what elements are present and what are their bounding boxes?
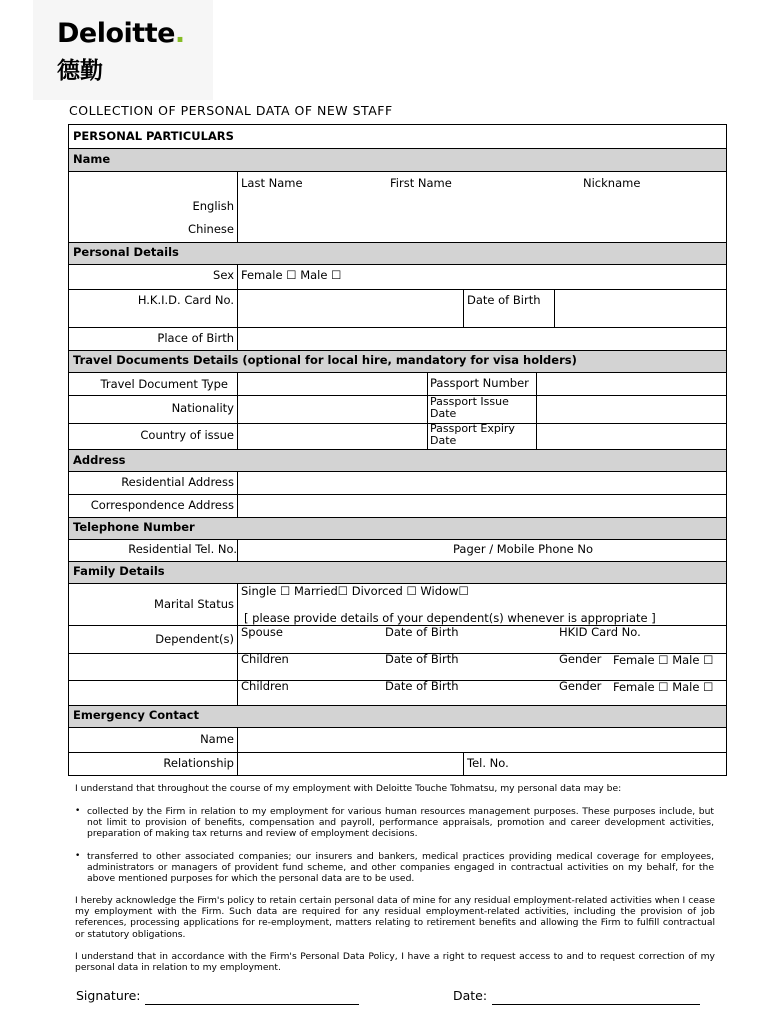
section-bg-address xyxy=(69,449,726,471)
gender-checkboxes[interactable]: Female ☐ Male ☐ xyxy=(613,653,714,667)
consent-bullet-transfer: transferred to other associated companies; our insurers and bankers, medical practices providing medical coverage for employees, administrators or managers of provident fund scheme, and other companies engaged in contractual activities on my behalf, for the above mentioned purposes for which the personal data are to be used. xyxy=(87,851,714,885)
column-divider xyxy=(237,471,238,517)
date-of-birth-label: Date of Birth xyxy=(467,293,541,307)
rule xyxy=(69,350,726,351)
rule xyxy=(69,423,726,424)
nickname-label: Nickname xyxy=(583,176,641,190)
family-details-heading: Family Details xyxy=(73,564,165,578)
logo-green-dot: . xyxy=(174,18,185,49)
correspondence-address-label: Correspondence Address xyxy=(90,498,234,512)
bullet-marker: • xyxy=(75,851,81,861)
mobile-phone-label: Pager / Mobile Phone No xyxy=(453,542,594,556)
emergency-name-label: Name xyxy=(200,732,234,746)
rule xyxy=(69,148,726,149)
rule xyxy=(69,494,726,495)
rule xyxy=(69,242,726,243)
gender-checkboxes[interactable]: Female ☐ Male ☐ xyxy=(613,680,714,694)
personal-details-heading: Personal Details xyxy=(73,245,179,259)
passport-issue-date-label: Passport Issue Date xyxy=(430,395,509,420)
children-dob-label: Date of Birth xyxy=(385,679,459,693)
retention-paragraph: I hereby acknowledge the Firm's policy to retain certain personal data of mine for any residual employment-related activities when I cease my employment with the Firm. Such data are required for any residual employment-related activities, including the provision of job references, processing applications for re-employment, matters relating to retirement benefits and allowing the Firm to fulfill contractual or statutory obligations. xyxy=(75,895,715,940)
personal-data-form xyxy=(68,124,727,776)
rule xyxy=(69,561,726,562)
sex-checkboxes[interactable]: Female ☐ Male ☐ xyxy=(241,268,342,282)
telephone-heading: Telephone Number xyxy=(73,520,195,534)
section-bg-family xyxy=(69,561,726,583)
personal-particulars-heading: PERSONAL PARTICULARS xyxy=(73,129,234,143)
passport-number-label: Passport Number xyxy=(430,376,529,390)
name-section-heading: Name xyxy=(73,152,111,166)
consent-bullet-collection: collected by the Firm in relation to my employment for various human resources management purposes. These purposes include, but not limit to provision of benefits, compensation and payroll, performance appraisals, promotion and career development activities, preparation of making tax returns and review of employment decisions. xyxy=(87,806,714,840)
rule xyxy=(69,517,726,518)
address-heading: Address xyxy=(73,453,126,467)
emergency-tel-label: Tel. No. xyxy=(467,756,509,770)
rule xyxy=(69,449,726,450)
hkid-label: H.K.I.D. Card No. xyxy=(137,293,234,307)
rule xyxy=(69,752,726,753)
first-name-label: First Name xyxy=(390,176,452,190)
place-of-birth-label: Place of Birth xyxy=(157,331,234,345)
hkid-card-label: HKID Card No. xyxy=(559,625,641,639)
spouse-dob-label: Date of Birth xyxy=(385,625,459,639)
children-label: Children xyxy=(241,652,289,666)
gender-label: Gender xyxy=(559,679,602,693)
column-divider xyxy=(427,372,428,449)
date-line[interactable] xyxy=(492,1004,700,1005)
marital-status-checkboxes[interactable]: Single ☐ Married☐ Divorced ☐ Widow☐ xyxy=(241,584,469,598)
column-divider xyxy=(463,752,464,776)
logo-background xyxy=(33,0,213,100)
rule xyxy=(69,395,726,396)
column-divider xyxy=(237,264,238,350)
deloitte-logo xyxy=(57,18,185,49)
column-divider xyxy=(237,727,238,776)
emergency-contact-heading: Emergency Contact xyxy=(73,708,199,722)
residential-tel-label: Residential Tel. No. xyxy=(128,542,237,556)
column-divider xyxy=(237,372,238,449)
column-divider xyxy=(237,583,238,705)
rule xyxy=(69,727,726,728)
chinese-label: Chinese xyxy=(188,222,234,236)
logo-chinese: 德勤 xyxy=(57,58,103,84)
country-of-issue-label: Country of issue xyxy=(140,428,234,442)
residential-address-label: Residential Address xyxy=(121,475,234,489)
travel-document-type-label: Travel Document Type xyxy=(100,377,228,391)
passport-expiry-date-label: Passport Expiry Date xyxy=(430,422,515,447)
rule xyxy=(69,539,726,540)
relationship-label: Relationship xyxy=(163,756,234,770)
rule xyxy=(69,471,726,472)
rule xyxy=(69,372,726,373)
travel-documents-heading: Travel Documents Details (optional for local hire, mandatory for visa holders) xyxy=(73,353,577,367)
date-label: Date: xyxy=(453,988,488,1003)
consent-intro: I understand that throughout the course of my employment with Deloitte Touche Tohmatsu, my personal data may be: xyxy=(75,783,622,794)
rule xyxy=(69,264,726,265)
marital-status-label: Marital Status xyxy=(154,597,234,611)
children-dob-label: Date of Birth xyxy=(385,652,459,666)
bullet-marker: • xyxy=(75,806,81,816)
signature-label: Signature: xyxy=(76,988,141,1003)
column-divider xyxy=(536,372,537,449)
rule xyxy=(69,327,726,328)
logo-wordmark: Deloitte xyxy=(57,18,175,49)
sex-label: Sex xyxy=(213,268,234,282)
form-title: COLLECTION OF PERSONAL DATA OF NEW STAFF xyxy=(69,103,393,118)
spouse-label: Spouse xyxy=(241,625,283,639)
column-divider xyxy=(554,289,555,327)
access-paragraph: I understand that in accordance with the Firm's Personal Data Policy, I have a right to request access to and to request correction of my personal data in relation to my employment. xyxy=(75,951,715,974)
children-label: Children xyxy=(241,679,289,693)
rule xyxy=(69,289,726,290)
dependents-note: [ please provide details of your dependent(s) whenever is appropriate ] xyxy=(244,611,656,625)
section-bg-name xyxy=(69,148,726,171)
signature-line[interactable] xyxy=(145,1004,359,1005)
column-divider xyxy=(237,539,238,561)
dependents-label: Dependent(s) xyxy=(155,632,234,646)
nationality-label: Nationality xyxy=(171,401,234,415)
english-label: English xyxy=(192,199,234,213)
column-divider xyxy=(463,289,464,327)
rule xyxy=(69,171,726,172)
gender-label: Gender xyxy=(559,652,602,666)
last-name-label: Last Name xyxy=(241,176,303,190)
rule xyxy=(69,705,726,706)
column-divider xyxy=(237,171,238,242)
